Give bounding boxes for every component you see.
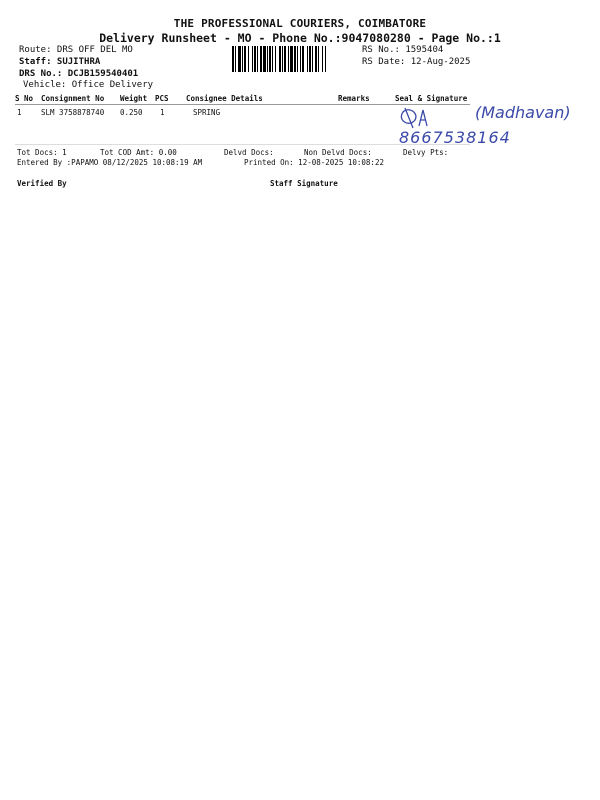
row-consignee: SPRING — [193, 108, 221, 117]
runsheet-title: Delivery Runsheet - MO - Phone No.:9047080280 - Page No.:1 — [99, 31, 501, 45]
barcode-bar — [279, 46, 281, 72]
handwritten-name: (Madhavan) — [475, 103, 571, 122]
col-remarks: Remarks — [338, 94, 370, 103]
barcode-bar — [322, 46, 323, 72]
entered-by: Entered By :PAPAMO 08/12/2025 10:08:19 AM — [17, 158, 203, 167]
barcode-bar — [269, 46, 271, 72]
barcode-bar — [309, 46, 311, 72]
barcode-bar — [272, 46, 273, 72]
barcode-image — [231, 46, 357, 72]
route-label: Route: DRS OFF DEL MO — [19, 45, 133, 55]
vehicle-label: Vehicle: Office Delivery — [23, 80, 154, 90]
barcode-bar — [244, 46, 246, 72]
barcode-bar — [242, 46, 243, 72]
delvd-docs: Delvd Docs: — [224, 148, 274, 157]
company-name: THE PROFESSIONAL COURIERS, COIMBATORE — [173, 17, 427, 30]
barcode-bar — [318, 46, 319, 72]
row-weight: 0.250 — [120, 108, 143, 117]
printed-on: Printed On: 12-08-2025 10:08:22 — [244, 158, 384, 167]
tot-cod-amt: Tot COD Amt: 0.00 — [100, 148, 177, 157]
barcode-bar — [325, 46, 326, 72]
row-pcs: 1 — [160, 108, 165, 117]
barcode-bar — [284, 46, 286, 72]
rs-number: RS No.: 1595404 — [362, 45, 444, 55]
row-sno: 1 — [17, 108, 22, 117]
non-delvd-docs: Non Delvd Docs: — [304, 148, 372, 157]
barcode-bar — [288, 46, 289, 72]
barcode-bar — [312, 46, 313, 72]
rs-date: RS Date: 12-Aug-2025 — [362, 57, 471, 67]
col-pcs: PCS — [155, 94, 169, 103]
barcode-bar — [254, 46, 256, 72]
signature-initials-mark — [401, 108, 416, 128]
barcode-bar — [267, 46, 268, 72]
col-seal-signature: Seal & Signature — [395, 94, 468, 103]
col-weight: Weight — [120, 94, 148, 103]
signature-initials-letter — [419, 110, 427, 126]
verified-by: Verified By — [17, 179, 67, 188]
barcode-bar — [260, 46, 262, 72]
barcode-bar — [315, 46, 317, 72]
barcode-bar — [307, 46, 308, 72]
col-sno: S No — [15, 94, 34, 103]
barcode-bar — [252, 46, 253, 72]
barcode-bar — [257, 46, 258, 72]
col-consignment: Consignment No — [41, 94, 105, 103]
barcode-bar — [275, 46, 276, 72]
drs-number: DRS No.: DCJB159540401 — [19, 69, 139, 79]
barcode-bar — [248, 46, 249, 72]
handwritten-phone: 8667538164 — [399, 128, 511, 147]
barcode-bar — [282, 46, 283, 72]
barcode-bar — [302, 46, 304, 72]
barcode-bar — [238, 46, 241, 72]
row-consignment: SLM 3758878740 — [41, 108, 105, 117]
tot-docs: Tot Docs: 1 — [17, 148, 67, 157]
barcode-bar — [235, 46, 236, 72]
barcode-bar — [300, 46, 301, 72]
barcode-bar — [232, 46, 234, 72]
staff-signature: Staff Signature — [270, 179, 338, 188]
barcode-bar — [294, 46, 296, 72]
barcode-bar — [297, 46, 298, 72]
col-consignee: Consignee Details — [186, 94, 263, 103]
barcode-bar — [263, 46, 266, 72]
barcode-bar — [290, 46, 293, 72]
staff-label: Staff: SUJITHRA — [19, 57, 101, 67]
delvy-pts: Delvy Pts: — [403, 148, 449, 157]
handwritten-signature — [395, 98, 595, 150]
